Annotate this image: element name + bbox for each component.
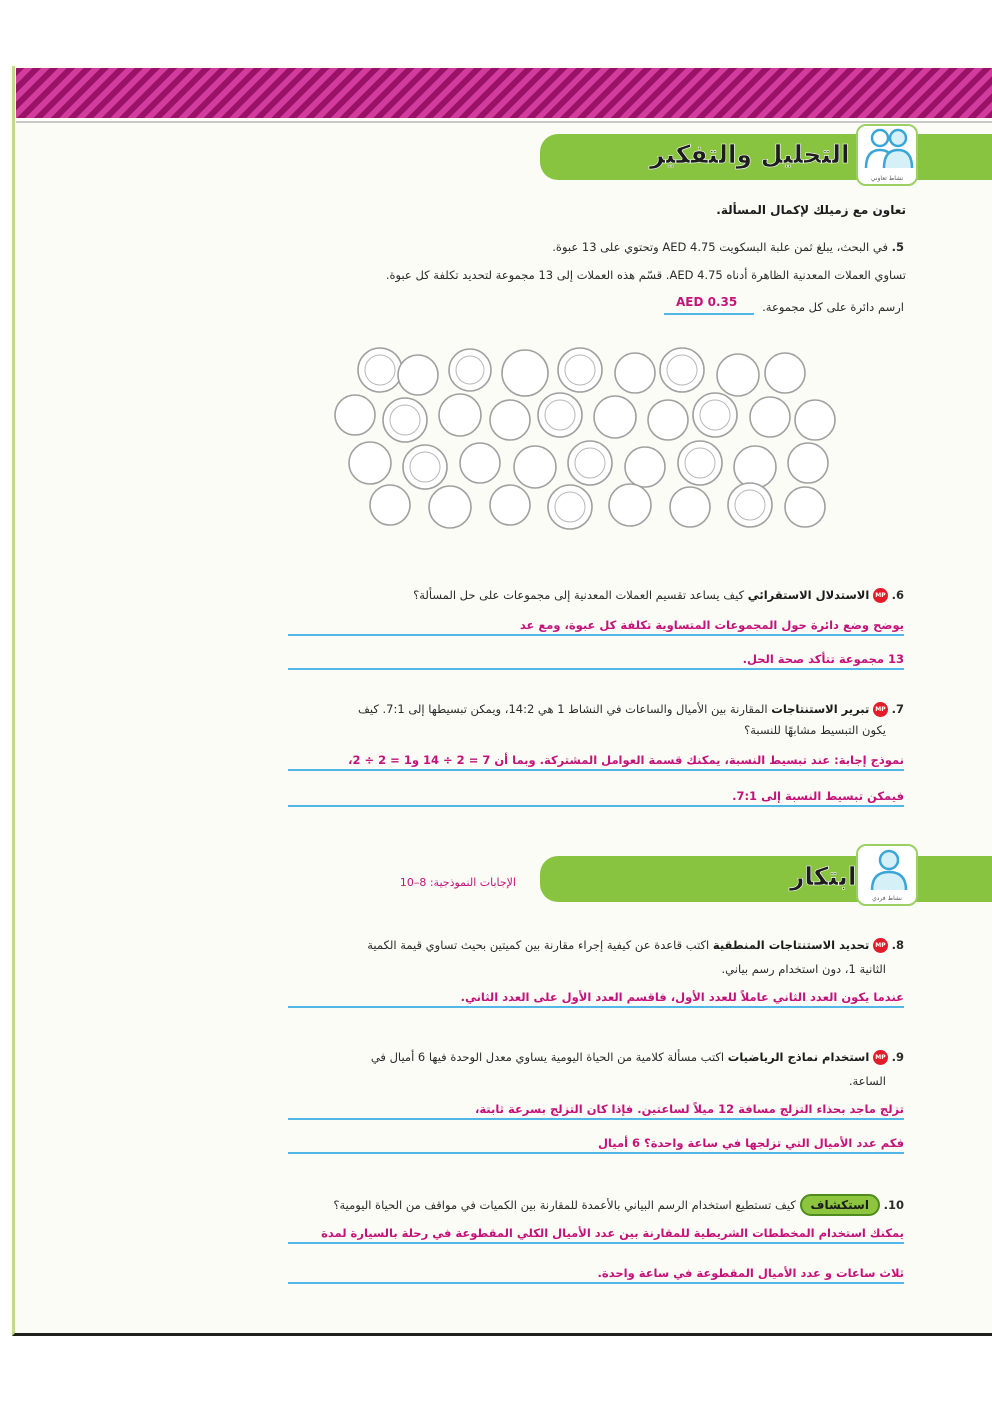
q6-number: 6. <box>891 588 904 602</box>
q10-answer1: يمكنك استخدام المخططات الشريطية للمقارنة بين عدد الأميال الكلي المقطوعة في رحلة بالسيارة لمدة <box>321 1226 904 1240</box>
answer-line <box>288 769 904 771</box>
q6-text: كيف يساعد تقسيم العملات المعدنية إلى مجموعات على حل المسألة؟ <box>413 588 745 602</box>
q6-label: الاستدلال الاستقرائي <box>747 588 870 602</box>
q6-prompt <box>413 588 904 603</box>
two-people-icon <box>862 128 916 172</box>
q5-text1: في البحث، يبلغ ثمن علبة البسكويت 4.75 AED وتحتوي على 13 عبوة. <box>552 240 888 254</box>
q8-prompt <box>367 938 904 953</box>
q5-line3: ارسم دائرة على كل مجموعة. <box>762 300 904 314</box>
q8-label: تحديد الاستنتاجات المنطقية <box>712 938 870 952</box>
q6-answer1: يوضح وضع دائرة حول المجموعات المتساوية تكلفة كل عبوة، ومع عد <box>519 618 904 632</box>
math-practice-icon: MP <box>873 702 888 717</box>
answer-line <box>288 1282 904 1284</box>
intro-instruction: تعاون مع زميلك لإكمال المسألة. <box>716 203 906 217</box>
answer-line <box>288 1242 904 1244</box>
q9-prompt <box>371 1050 904 1065</box>
q8-answer1: عندما يكون العدد الثاني عاملاً للعدد الأول، فاقسم العدد الأول على العدد الثاني. <box>460 990 904 1004</box>
answer-line <box>288 1152 904 1154</box>
answer-line <box>288 805 904 807</box>
section-title-create: ابتكار <box>790 862 857 891</box>
q9-answer1: تزلج ماجد بحذاء التزلج مسافة 12 ميلاً لساعتين. فإذا كان التزلج بسرعة ثابتة، <box>474 1102 904 1116</box>
explore-badge: استكشاف <box>800 1194 880 1216</box>
collaborative-badge <box>856 124 918 186</box>
q8-text1: اكتب قاعدة عن كيفية إجراء مقارنة بين كميتين بحيث تساوي قيمة الكمية <box>367 938 710 952</box>
answer-line <box>288 634 904 636</box>
q10-text1: كيف تستطيع استخدام الرسم البياني بالأعمدة للمقارنة بين الكميات في مواقف من الحياة اليومية؟ <box>333 1198 796 1212</box>
q10-prompt <box>333 1194 904 1216</box>
decorative-header-band <box>16 68 992 121</box>
q5-number: 5. <box>891 240 904 254</box>
section-banner-create <box>540 856 992 902</box>
q10-number: 10. <box>883 1198 904 1212</box>
q9-text1: اكتب مسألة كلامية من الحياة اليومية يساوي معدل الوحدة فيها 6 أميال في <box>370 1050 725 1064</box>
q7-answer2: فيمكن تبسيط النسبة إلى 7:1. <box>732 789 904 803</box>
person-icon <box>862 848 916 892</box>
answer-line <box>288 1006 904 1008</box>
q10-answer2: ثلاث ساعات و عدد الأميال المقطوعة في ساعة واحدة. <box>597 1266 904 1280</box>
q5-answer: AED 0.35 <box>676 295 738 309</box>
q7-number: 7. <box>891 702 904 716</box>
q5-line2: تساوي العملات المعدنية الظاهرة أدناه 4.75 AED. قسّم هذه العملات إلى 13 مجموعة لتحديد تكلفة كل عبوة. <box>385 268 906 282</box>
math-practice-icon: MP <box>873 938 888 953</box>
q7-text2: يكون التبسيط مشابهًا للنسبة؟ <box>744 723 886 737</box>
individual-badge <box>856 844 918 906</box>
q7-prompt <box>358 702 904 717</box>
q9-answer2: فكم عدد الأميال التي تزلجها في ساعة واحدة؟ 6 أميال <box>597 1136 904 1150</box>
q8-number: 8. <box>891 938 904 952</box>
badge-label: نشاط تعاوني <box>870 175 904 182</box>
answer-line <box>288 1118 904 1120</box>
q5-line1 <box>552 240 904 254</box>
sample-answers-label: الإجابات النموذجية: 8–10 <box>399 876 516 889</box>
section-title-analysis: التحليل والتفكير <box>650 140 850 169</box>
coins-illustration <box>330 345 840 530</box>
q8-text2: الثانية 1، دون استخدام رسم بياني. <box>721 962 886 976</box>
math-practice-icon: MP <box>873 1050 888 1065</box>
q9-number: 9. <box>891 1050 904 1064</box>
answer-line <box>288 668 904 670</box>
q7-answer1: نموذج إجابة: عند تبسيط النسبة، يمكنك قسمة العوامل المشتركة. وبما أن 7 = 2 ÷ 14 و1 = 2 ÷ 2، <box>348 753 904 767</box>
q5-answer-line <box>664 313 754 315</box>
q7-label: تبرير الاستنتاجات <box>771 702 870 716</box>
q9-label: استخدام نماذج الرياضيات <box>727 1050 870 1064</box>
badge-label: نشاط فردي <box>872 895 902 902</box>
q6-answer2: 13 مجموعة تتأكد صحة الحل. <box>742 652 904 666</box>
math-practice-icon: MP <box>873 588 888 603</box>
q9-text2: الساعة. <box>848 1074 886 1088</box>
q7-text1: المقارنة بين الأميال والساعات في النشاط 1 هي 14:2، ويمكن تبسيطها إلى 7:1. كيف <box>357 702 768 716</box>
